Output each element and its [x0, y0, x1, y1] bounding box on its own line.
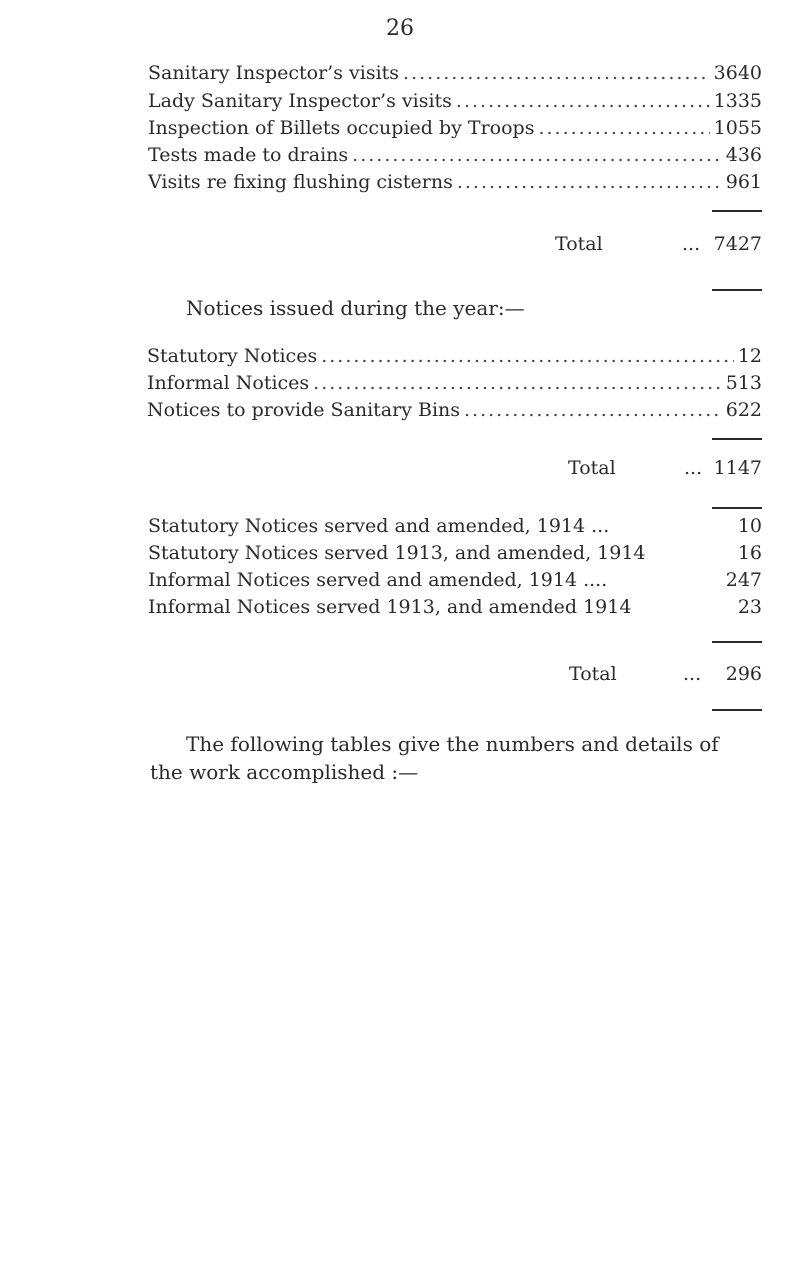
dot-leader [457, 171, 722, 193]
total-dots: ... [682, 233, 701, 255]
table-row [148, 171, 762, 193]
table-row [147, 372, 762, 394]
table-row [148, 596, 762, 622]
total-row [0, 233, 800, 259]
total-dots: ... [684, 457, 703, 479]
dot-leader [321, 345, 734, 367]
page-number: 26 [386, 16, 414, 41]
total-rule [712, 641, 762, 643]
table-row [147, 399, 762, 421]
row-value: 436 [725, 144, 762, 166]
table-row [148, 117, 762, 139]
row-value: 10 [737, 515, 762, 537]
row-value: 23 [737, 596, 762, 618]
row-label: Sanitary Inspector’s visits [148, 62, 400, 84]
total-label: Total [555, 233, 603, 255]
table-row [148, 90, 762, 112]
row-label: Inspection of Billets occupied by Troops [148, 117, 535, 139]
row-label: Visits re fixing flushing cisterns [148, 171, 453, 193]
row-label: Informal Notices [147, 372, 310, 394]
total-row [0, 663, 800, 689]
row-value: 16 [737, 542, 762, 564]
table-row [148, 569, 762, 595]
table-row [147, 345, 762, 367]
row-value: 247 [725, 569, 762, 591]
row-label: Lady Sanitary Inspector’s visits [148, 90, 452, 112]
total-rule [712, 210, 762, 212]
notices-heading: Notices issued during the year:— [186, 296, 525, 320]
table-row [148, 144, 762, 166]
row-label: Informal Notices served and amended, 1914 .... [148, 569, 608, 591]
total-value: 296 [725, 663, 762, 685]
total-dots: ... [683, 663, 702, 685]
total-value: 7427 [713, 233, 762, 255]
row-value: 961 [725, 171, 762, 193]
row-label: Statutory Notices served and amended, 1914 ... [148, 515, 610, 537]
dot-leader [403, 62, 710, 84]
total-label: Total [568, 457, 616, 479]
row-value: 1055 [713, 117, 762, 139]
table-row [148, 62, 762, 84]
dot-leader [538, 117, 709, 139]
total-row [0, 457, 800, 483]
row-label: Informal Notices served 1913, and amended 1914 [148, 596, 632, 618]
row-value: 1335 [713, 90, 762, 112]
dot-leader [464, 399, 722, 421]
table-row [148, 542, 762, 568]
total-rule [712, 438, 762, 440]
table-row [148, 515, 762, 541]
closing-paragraph-line2: the work accomplished :— [150, 760, 419, 784]
row-value: 622 [725, 399, 762, 421]
closing-paragraph-line1: The following tables give the numbers and details of [186, 732, 719, 756]
row-label: Statutory Notices served 1913, and amended, 1914 [148, 542, 646, 564]
dot-leader [352, 144, 722, 166]
row-value: 513 [725, 372, 762, 394]
total-value: 1147 [713, 457, 762, 479]
total-label: Total [569, 663, 617, 685]
row-label: Notices to provide Sanitary Bins [147, 399, 461, 421]
row-value: 3640 [713, 62, 762, 84]
dot-leader [456, 90, 710, 112]
row-label: Statutory Notices [147, 345, 318, 367]
row-label: Tests made to drains [148, 144, 349, 166]
total-rule [712, 709, 762, 711]
total-rule [712, 507, 762, 509]
row-value: 12 [737, 345, 762, 367]
total-rule [712, 289, 762, 291]
dot-leader [313, 372, 722, 394]
